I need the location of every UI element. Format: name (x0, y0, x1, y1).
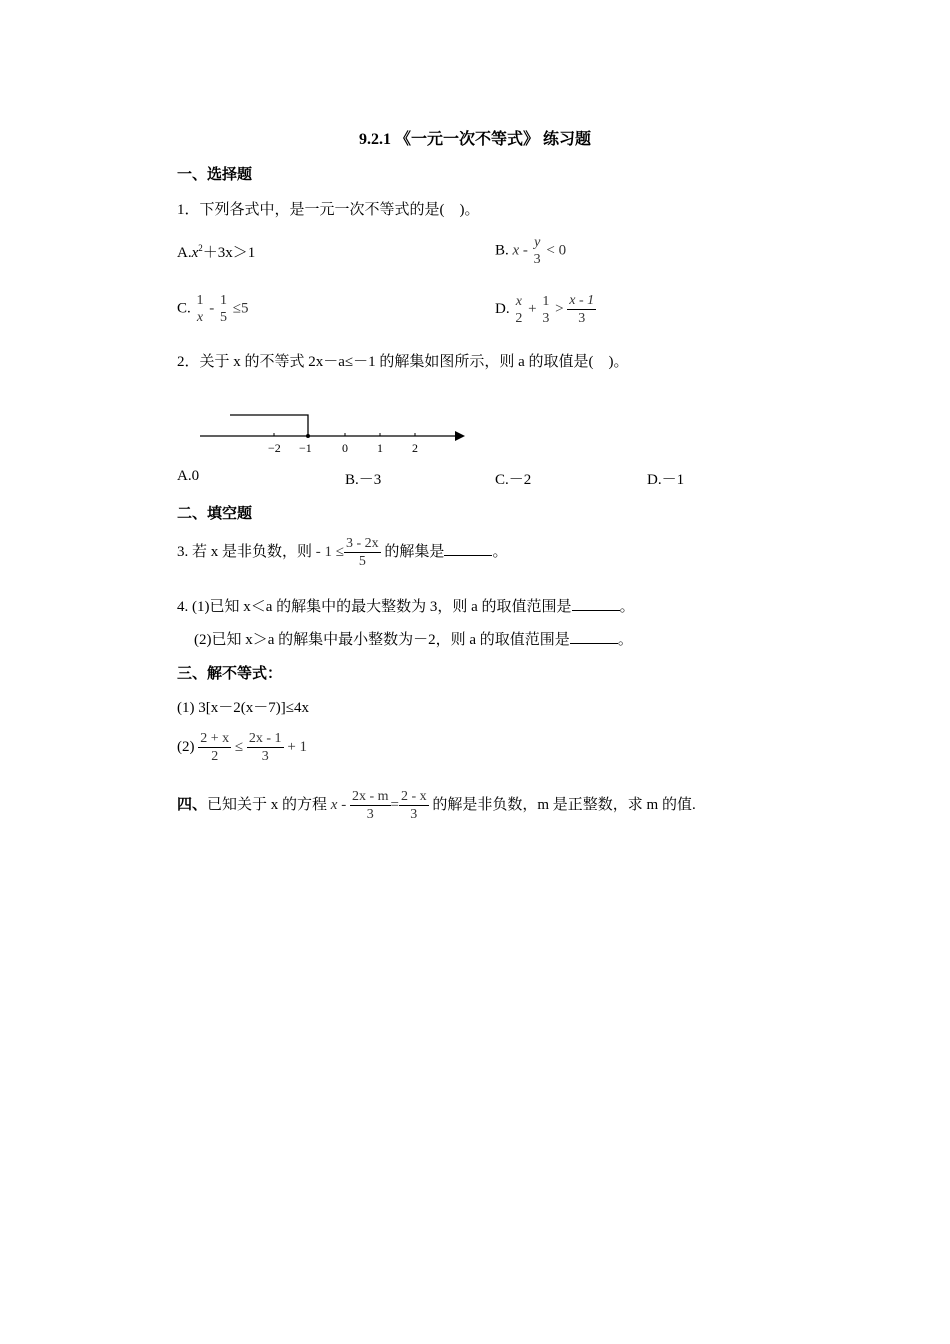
section-choice: 一、选择题 (177, 167, 253, 183)
q1-option-a: $A.x^2+3x>1$ (177, 243, 256, 261)
q2-stem: 2．关于 x 的不等式 2x－a≤－1 的解集如图所示，则 a 的取值是( )。 (177, 354, 629, 370)
q5-part2: (2) $\frac{2 + x}{2}$ ≤ $\frac{2x - 1}{3}$ + 1 (177, 731, 308, 764)
section-fill: 二、填空题 (177, 506, 253, 522)
q2-option-b: B.－3 (345, 472, 382, 488)
q1-option-d: D. x 2 + 1 3 > $\frac{x - 1}{3}$ (495, 293, 595, 326)
q1-stem: 1．下列各式中，是一元一次不等式的是( )。 (177, 202, 480, 218)
q1-option-c: C. 1 x - 1 5 ≤5 (177, 293, 249, 325)
q4-part1: 4. (1)已知 x＜a 的解集中的最大整数为 3，则 a 的取值范围是 。 (177, 595, 635, 616)
solution-bracket (230, 415, 308, 436)
q6-line: 四、已知关于 x 的方程 x - $\frac{2x - m}{3}$ = $\frac{2 - x}{3}$ 的解是非负数，m 是正整数，求 m 的值. (177, 789, 696, 822)
q2-option-a: A.0 (177, 468, 200, 484)
tick-label: 0 (342, 441, 348, 455)
tick-label: −1 (299, 441, 312, 455)
number-line-figure (195, 405, 475, 460)
tick-label: 2 (412, 441, 418, 455)
q2-option-c: C.－2 (495, 472, 532, 488)
page-title: 9.2.1 《一元一次不等式》 练习题 (358, 131, 591, 148)
q2-option-d: D.－1 (647, 472, 685, 488)
section-solve: 三、解不等式： (177, 666, 283, 682)
arrow-head-icon (455, 431, 465, 441)
q1-option-b: B. x - y 3 < 0 (495, 235, 567, 267)
answer-blank[interactable] (444, 541, 492, 556)
tick-label: 1 (377, 441, 383, 455)
q4-part2: (2)已知 x＞a 的解集中最小整数为－2，则 a 的取值范围是 。 (194, 628, 633, 649)
answer-blank[interactable] (570, 629, 618, 644)
q3-line: 3. 若 x 是非负数，则 - 1 ≤ $\frac{3 - 2x}{5}$ 的解集是 。 (177, 536, 508, 569)
answer-blank[interactable] (572, 596, 620, 611)
tick-label: −2 (268, 441, 281, 455)
q5-part1: (1) 3[x－2(x－7)]≤4x (177, 700, 309, 716)
